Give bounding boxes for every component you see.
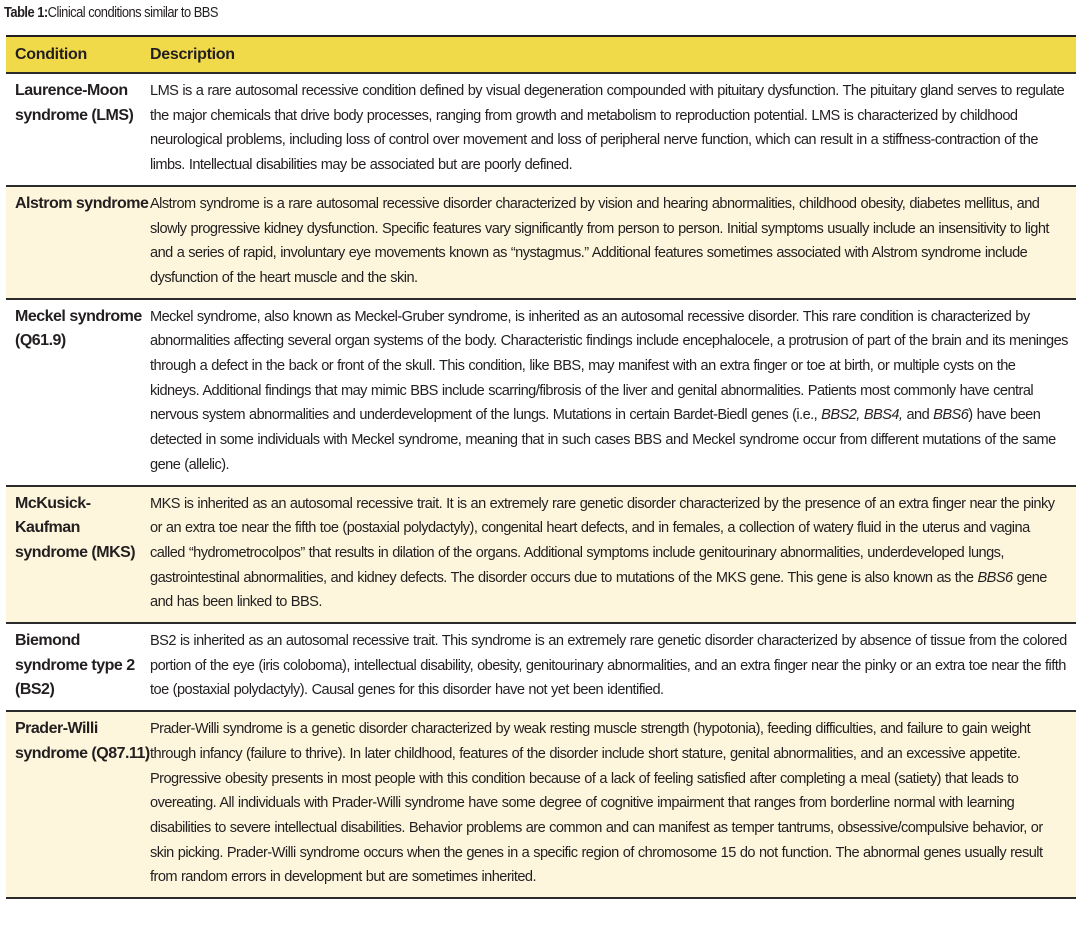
description-text: and <box>902 407 934 424</box>
table-row-prader-willi <box>6 712 1076 899</box>
table-row-mks <box>6 487 1076 625</box>
condition-description: Prader-Willi syndrome is a genetic disorder characterized by weak resting muscle strength (hypotonia), feeding difficulties, and failure to gain weight through infancy (failure to thrive). In later childhood, features of the disorder include short stature, genital abnormalities, and an excessive appetite. Progressive obesity presents in most people with this condition because of a lack of feeling satisfied after completing a meal (satiety) that leads to overeating. All individuals with Prader-Willi syndrome have some degree of cognitive impairment that ranges from borderline normal with learning disabilities to severe intellectual disabilities. Behavior problems are common and can manifest as temper tantrums, obsessive/compulsive behavior, or skin picking. Prader-Willi syndrome occurs when the genes in a specific region of chromosome 15 do not function. The abnormal genes usually result from random errors in development but are sometimes inherited. <box>150 721 1043 886</box>
condition-description <box>150 487 1076 623</box>
table-row-lms <box>6 74 1076 187</box>
gene-name: BBS6 <box>977 569 1013 586</box>
condition-name: Laurence-Moon syndrome (LMS) <box>15 82 134 124</box>
description-text: gene and has been linked to BBS. <box>150 569 1047 611</box>
gene-name: BBS4, <box>863 407 903 424</box>
table-row-alstrom <box>6 187 1076 300</box>
condition-description: Alstrom syndrome is a rare autosomal recessive disorder characterized by vision and hearing abnormalities, childhood obesity, diabetes mellitus, and slowly progressive kidney dysfunction. Specific features vary significantly from person to person. Initial symptoms usually include an insensitivity to light and a series of rapid, involuntary eye movements known as “nystagmus.” Additional features sometimes associated with Alstrom syndrome include dysfunction of the heart muscle and the skin. <box>150 195 1049 286</box>
table-row-bs2 <box>6 624 1076 712</box>
condition-description: LMS is a rare autosomal recessive condition defined by visual degeneration compounded with pituitary dysfunction. The pituitary gland serves to regulate the major chemicals that drive body processes, ranging from growth and metabolism to reproduction potential. LMS is characterized by childhood neurological problems, including loss of control over movement and loss of peripheral nerve function, which can result in a stiffness-contraction of the limbs. Intellectual disabilities may be associated but are poorly defined. <box>150 83 1065 174</box>
description-text: ) have been detected in some individuals with Meckel syndrome, meaning that in such cases BBS and Meckel syndrome occur from different mutations of the same gene (allelic). <box>150 407 1056 473</box>
description-text: Meckel syndrome, also known as Meckel-Gruber syndrome, is inherited as an autosomal recessive disorder. This rare condition is characterized by abnormalities affecting several organ systems of the body. Characteristic findings include encephalocele, a protrusion of part of the brain and its meninges through a defect in the back or front of the skull. This condition, like BBS, may manifest with an extra finger or toe at birth, or multiple cysts on the kidneys. Additional findings that may mimic BBS include scarring/fibrosis of the liver and genital abnormalities. Patients most commonly have central nervous system abnormalities and underdevelopment of the lungs. Mutations in certain Bardet-Biedl genes (i.e., <box>150 308 1068 424</box>
condition-name: Alstrom syndrome <box>15 194 149 212</box>
condition-name: Meckel syndrome (Q61.9) <box>15 307 142 350</box>
gene-name: BBS6 <box>933 407 969 424</box>
column-header-description: Description <box>150 45 235 63</box>
table-row-meckel <box>6 300 1076 487</box>
gene-name: BBS2, <box>821 407 860 424</box>
conditions-table <box>6 35 1076 899</box>
condition-name: Prader-Willi syndrome (Q87.11) <box>15 720 150 762</box>
condition-description: BS2 is inherited as an autosomal recessive trait. This syndrome is an extremely rare genetic disorder characterized by absence of tissue from the colored portion of the eye (iris coloboma), intellectual disability, obesity, genitourinary abnormalities, and an extra finger near the pinky or an extra toe near the fifth toe (postaxial polydactyly). Causal genes for this disorder have not yet been identified. <box>150 633 1067 699</box>
condition-description <box>150 300 1076 485</box>
condition-name: McKusick-Kaufman syndrome (MKS) <box>15 494 136 561</box>
table-caption-text: Clinical conditions similar to BBS <box>47 4 218 21</box>
table-header-row <box>6 37 1076 74</box>
table-caption-label: Table 1: <box>4 4 48 21</box>
table-caption <box>4 4 218 21</box>
column-header-condition: Condition <box>15 45 87 63</box>
description-text: MKS is inherited as an autosomal recessive trait. It is an extremely rare genetic disorder characterized by the presence of an extra finger near the pinky or an extra toe near the fifth toe (postaxial polydactyly), congenital heart defects, and in females, a collection of watery fluid in the uterus and vagina called “hydrometrocolpos” that results in dilation of the organs. Additional symptoms include genitourinary abnormalities, underdeveloped lungs, gastrointestinal abnormalities, and kidney defects. The disorder occurs due to mutations of the MKS gene. This gene is also known as the <box>150 495 1055 586</box>
condition-name: Biemond syndrome type 2 (BS2) <box>15 632 135 699</box>
